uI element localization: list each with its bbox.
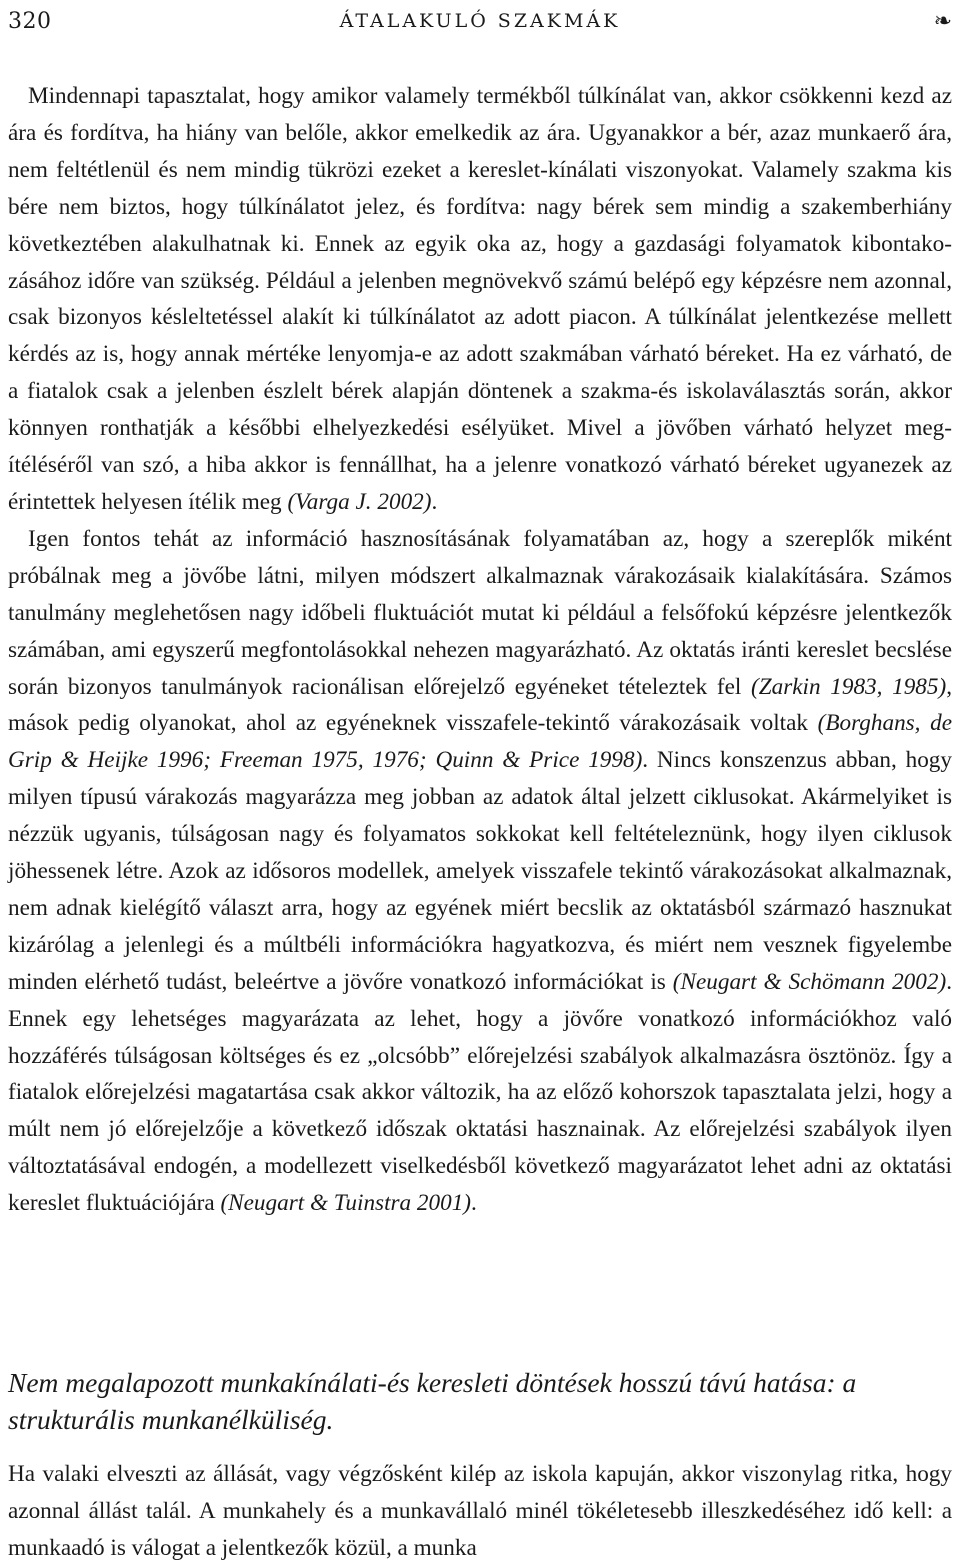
body-text-bottom: [8, 1456, 952, 1567]
text-run: .: [431, 488, 438, 515]
text-run: .: [471, 1190, 477, 1217]
page-header: [8, 6, 952, 36]
text-run: , mások pedig olyanokat, ahol az egyéneknek visszafele-tekintő várakozásaik voltak: [8, 673, 952, 737]
text-run: . Ennek egy lehetséges magyarázata az lehet, hogy a jövőre vonatkozó információkhoz való hozzáférés túlságosan költséges és ez „olcsóbb” előrejelzési szabályok alkalmazásra ösztönöz. Így a fiatalok előrejelzési magatartása csak akkor változik, ha az előző kohorszok tapasztalata jelzi, hogy a múlt nem jó előrejelzője a következő időszak oktatási hasznainak. Az előrejelzési szabályok ilyen változtatásával endogén, a modellezett viselkedésből következő magyarázatot lehet adni az oktatási kereslet fluktuációjára: [8, 968, 952, 1217]
running-title: ÁTALAKULÓ SZAKMÁK: [339, 10, 621, 32]
paragraph-3: Ha valaki elveszti az állását, vagy végzősként kilép az iskola kapuján, akkor viszonylag ritka, hogy azonnal állást talál. A munkahely és a munkavállaló minél tökéletesebb illeszkedéséhez idő kell: a munkaadó is válogat a jelentkezők közül, a munka: [8, 1461, 952, 1561]
citation: (Varga J. 2002): [287, 488, 432, 515]
text-run: . Nincs konszenzus abban, hogy milyen típusú várakozás magyarázza meg jobban az adatok által jelzett ciklusokat. Akármelyiket is nézzük ugyanis, túlságosan nagy és folyamatos sokkokat kell feltételeznünk, hogy ilyen ciklusok jöhessenek létre. Azok az idősoros modellek, amelyek visszafele tekintő várakozásokat alkalmaznak, nem adnak kielégítő választ arra, hogy az egyének miért becslik az oktatásból származó hasznukat kizárólag a jelenlegi és a múltbéli információkra hagyatkozva, és miért nem vesznek figyelembe minden elérhető tudást, beleértve a jövőre vonatkozó információkat is: [8, 747, 952, 995]
citation: (Neugart & Tuinstra 2001): [220, 1190, 472, 1217]
body-text-top: [8, 78, 952, 1222]
paragraph-2: [8, 521, 952, 1222]
text-run: Mindennapi tapasztalat, hogy amikor valamely termékből túlkínálat van, akkor csökkenni kezd az ára és fordítva, ha hiány van belőle, akkor emelkedik az ára. Ugyanakkor a bér, azaz munkaerő ára, nem feltétlenül és nem mindig tükrözi ezeket a kereslet-kínálati viszonyokat. Valamely szakma kis bére nem biztos, hogy túlkínálatot jelez, és fordítva: nagy bérek sem mindig a szakemberhiány következtében alakulhatnak ki. Ennek az egyik oka az, hogy a gazdasági folyamatok kibontakozásához időre van szükség. Például a jelenben megnövekvő számú belépő egy képzésre nem azonnal, csak bizonyos késleltetéssel alakít ki túlkínálatot az adott piacon. A túlkínálat jelentkezése mellett kérdés az is, hogy annak mértéke lenyomja-e az adott szakmában várható béreket. Ha ez várható, de a fiatalok csak a jelenben észlelt bérek alapján döntenek a szakma-és iskolaválasztás során, akkor könnyen ronthatják a későbbi elhelyezkedési esélyüket. Mivel a jövőben várható helyzet megítéléséről van szó, a hiba akkor is fennállhat, ha a jelenre vonatkozó várható béreket ugyanezek az érintettek helyesen ítélik meg: [8, 83, 952, 515]
fleuron-icon: ❧: [933, 8, 952, 34]
citation: (Borghans, de Grip & Heijke 1996; Freeman 1975, 1976; Quinn & Price 1998): [8, 710, 952, 774]
section-heading: Nem megalapozott munkakínálati-és keresleti döntések hosszú távú hatása: a strukturális munkanélküliség.: [8, 1367, 857, 1435]
paragraph-1: [8, 78, 952, 521]
page-number: 320: [8, 8, 52, 34]
citation: (Zarkin 1983, 1985): [751, 673, 947, 700]
citation: (Neugart & Schömann 2002): [672, 968, 947, 995]
text-run: Igen fontos tehát az információ hasznosításának folyamatában az, hogy a szereplők miként próbálnak meg a jövőbe látni, milyen módszert alkalmaznak várakozásaik kialakítására. Számos tanulmány meglehetősen nagy időbeli fluktuációt mutat ki például a felsőfokú képzésre jelentkezők számában, ami egyszerű megfontolásokkal nehezen magyarázható. Az oktatás iránti kereslet becslése során bizonyos tanulmányok racionálisan előrejelző egyéneket tételeztek fel: [8, 525, 952, 700]
